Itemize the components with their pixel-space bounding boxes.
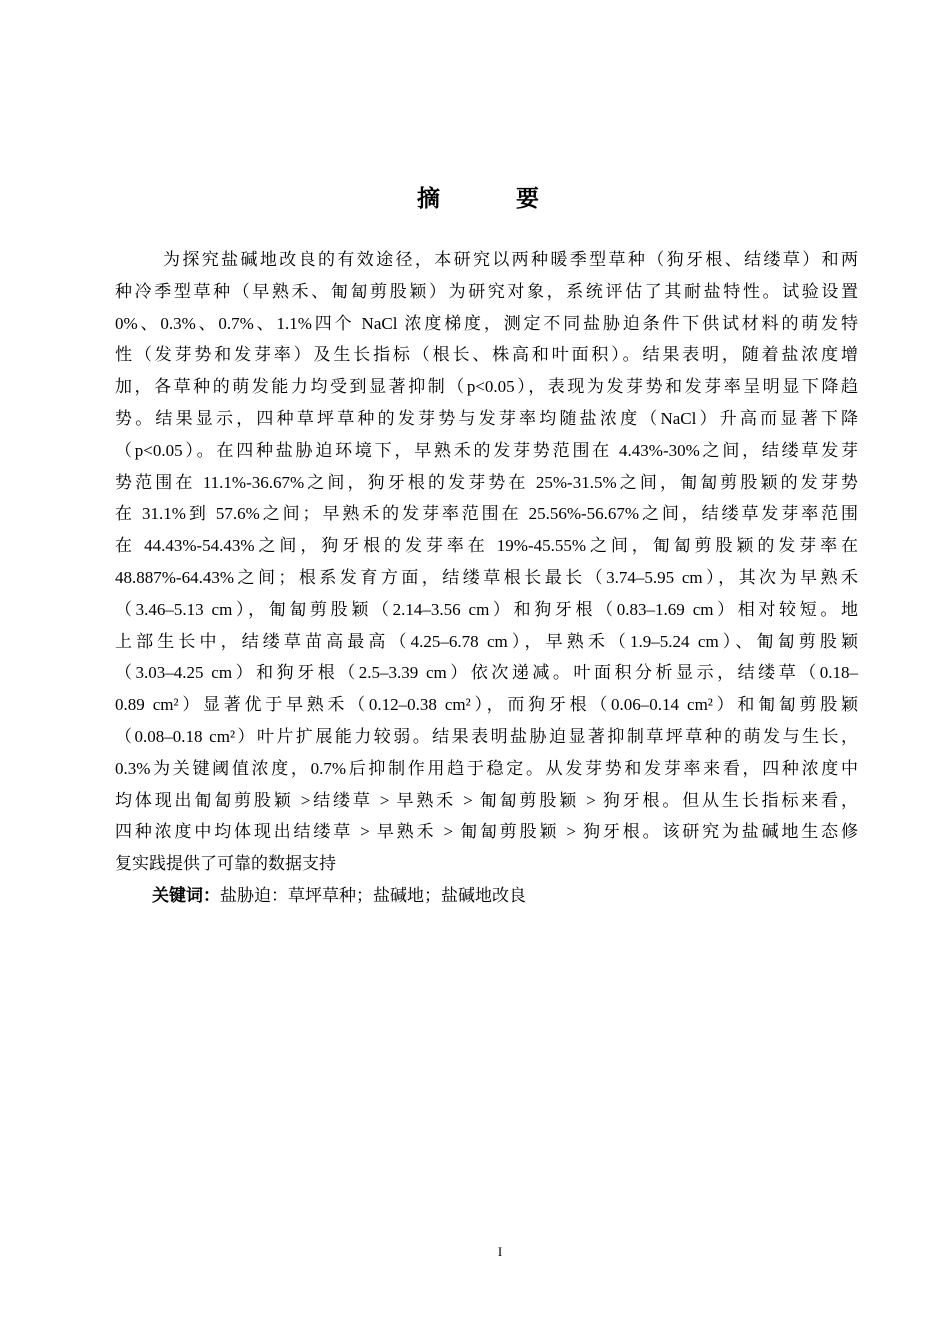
page-title: 摘 要 [416,186,573,212]
abstract-line: 0%、0.3%、0.7%、1.1%四个 NaCl 浓度梯度，测定不同盐胁迫条件下供试材料的萌发特 [115,313,858,333]
abstract-line: 为探究盐碱地改良的有效途径，本研究以两种暖季型草种（狗牙根、结缕草）和两 [163,250,858,269]
abstract-line: 性（发芽势和发芽率）及生长指标（根长、株高和叶面积）。结果表明，随着盐浓度增 [115,345,858,365]
abstract-line: 均体现出匍匐剪股颖 >结缕草 > 早熟禾 > 匍匐剪股颖 > 狗牙根。但从生长指标来看， [115,790,858,810]
abstract-line: 在 31.1%到 57.6%之间；早熟禾的发芽率范围在 25.56%-56.67%之间，结缕草发芽率范围 [115,504,858,524]
abstract-line: 加，各草种的萌发能力均受到显著抑制（p<0.05），表现为发芽势和发芽率呈明显下降趋 [115,377,858,397]
abstract-line: 势。结果显示，四种草坪草种的发芽势与发芽率均随盐浓度（NaCl）升高而显著下降 [115,408,858,428]
abstract-paragraph [115,244,858,880]
abstract-line: 势范围在 11.1%-36.67%之间，狗牙根的发芽势在 25%-31.5%之间，匍匐剪股颖的发芽势 [115,472,858,492]
keywords-text: 盐胁迫：草坪草种；盐碱地；盐碱地改良 [220,885,526,905]
abstract-line: 四种浓度中均体现出结缕草 > 早熟禾 > 匍匐剪股颖 > 狗牙根。该研究为盐碱地生态修 [115,822,858,842]
abstract-line: 0.3%为关键阈值浓度，0.7%后抑制作用趋于稳定。从发芽势和发芽率来看，四种浓度中 [115,758,858,778]
abstract-line: 48.887%-64.43%之间；根系发育方面，结缕草根长最长（3.74–5.95 cm），其次为早熟禾 [115,567,858,587]
page-number: I [497,1244,503,1259]
abstract-body [115,244,858,912]
abstract-line: （3.46–5.13 cm），匍匐剪股颖（2.14–3.56 cm）和狗牙根（0.83–1.69 cm）相对较短。地 [115,599,858,619]
abstract-line: 复实践提供了可靠的数据支持 [115,854,336,874]
abstract-line: 种冷季型草种（早熟禾、匍匐剪股颖）为研究对象，系统评估了其耐盐特性。试验设置 [115,281,858,301]
abstract-line: 0.89 cm²）显著优于早熟禾（0.12–0.38 cm²），而狗牙根（0.06–0.14 cm²）和匍匐剪股颖 [115,695,858,715]
abstract-line: 在 44.43%-54.43%之间，狗牙根的发芽率在 19%-45.55%之间，匍匐剪股颖的发芽率在 [115,536,858,556]
abstract-line: 上部生长中，结缕草苗高最高（4.25–6.78 cm），早熟禾（1.9–5.24 cm）、匍匐剪股颖 [115,631,858,651]
abstract-line: （0.08–0.18 cm²）叶片扩展能力较弱。结果表明盐胁迫显著抑制草坪草种的萌发与生长， [115,726,858,746]
keywords-line [115,880,858,912]
abstract-line: （p<0.05）。在四种盐胁迫环境下，早熟禾的发芽势范围在 4.43%-30%之间，结缕草发芽 [115,440,858,460]
abstract-line: （3.03–4.25 cm）和狗牙根（2.5–3.39 cm）依次递减。叶面积分析显示，结缕草（0.18– [115,663,858,683]
keywords-label: 关键词： [152,885,220,906]
